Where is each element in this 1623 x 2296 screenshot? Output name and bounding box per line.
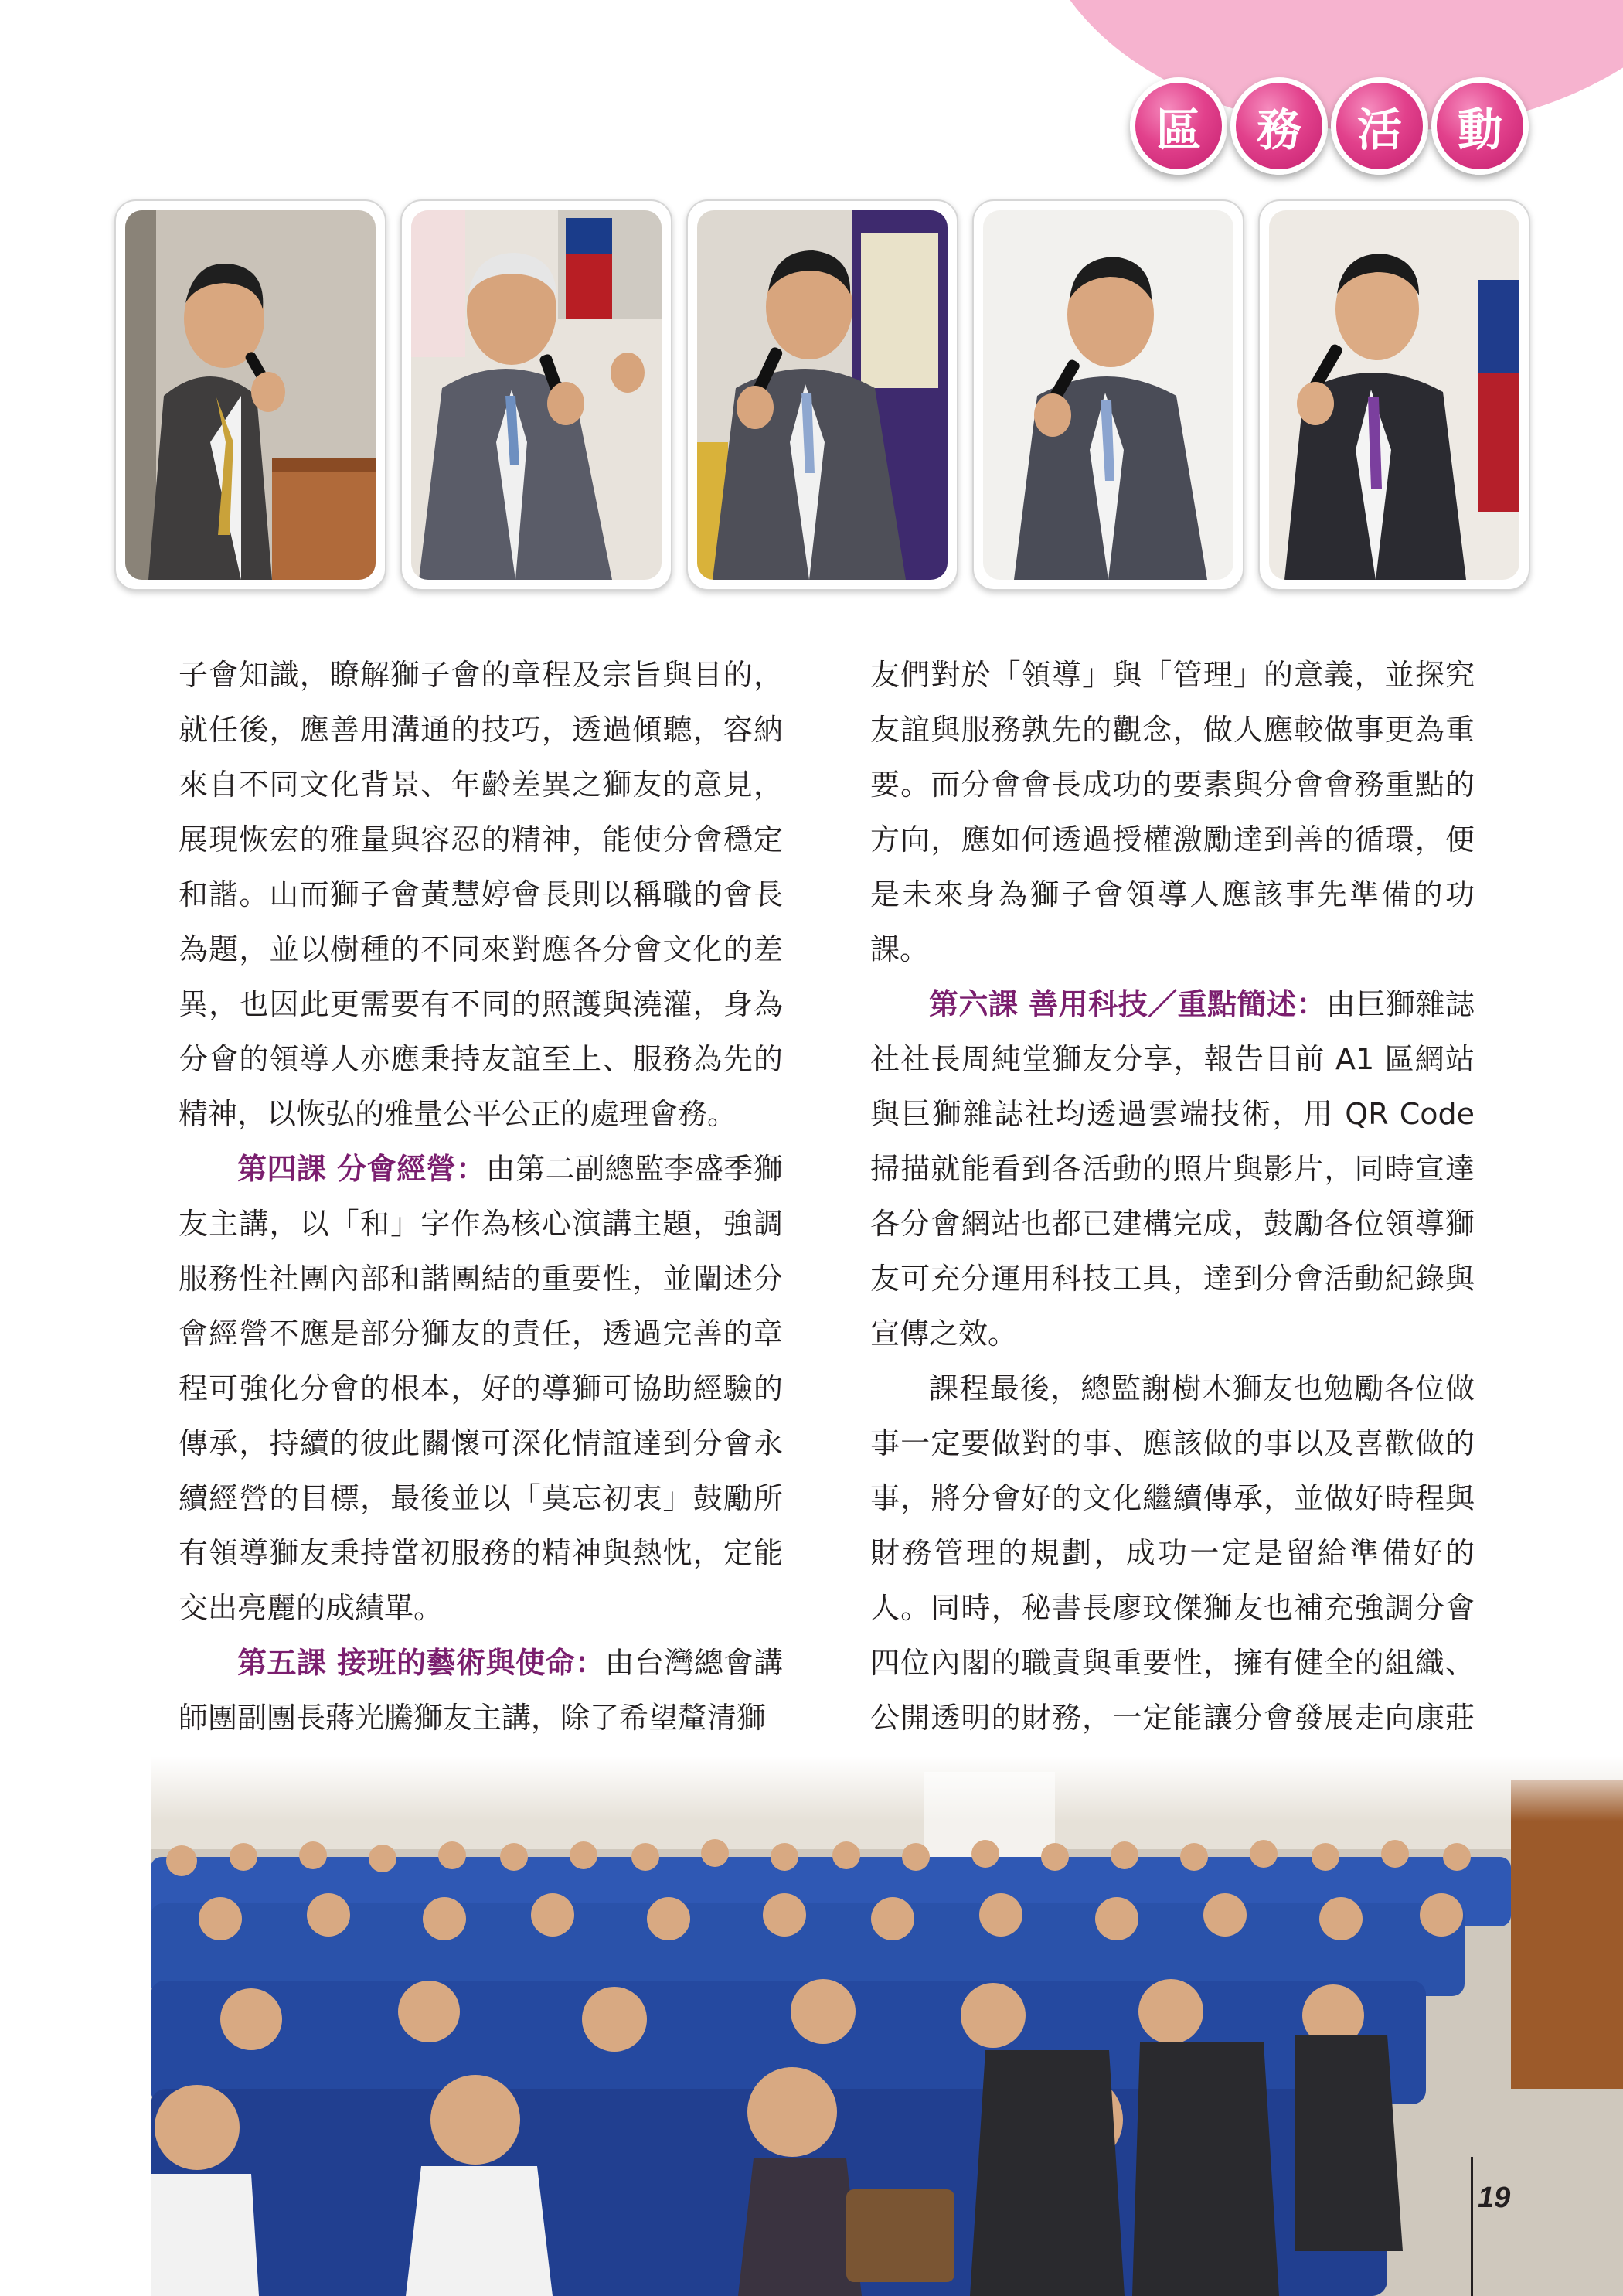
right-text-column — [870, 648, 1475, 1800]
left-text-column — [179, 648, 783, 1746]
speaker-photo-4-image — [983, 210, 1233, 580]
speaker-photo-1-image — [125, 210, 376, 580]
section-title-char-1: 區 — [1130, 77, 1227, 175]
lesson-4-body: 由第二副總監李盛季獅友主講，以「和」字作為核心演講主題，強調服務性社團內部和諧團結的重要性，並闡述分會經營不應是部分獅友的責任，透過完善的章程可強化分會的根本，好的導獅可協助經驗的傳承，持續的彼此關懷可深化情誼達到分會永續經營的目標，最後並以「莫忘初衷」鼓勵所有領導獅友秉持當初服務的精神與熱忱，定能交出亮麗的成績單。 — [179, 1152, 783, 1625]
speaker-photo-4 — [972, 199, 1244, 591]
left-paragraph-2 — [179, 1142, 783, 1636]
lesson-5-heading: 第五課 接班的藝術與使命： — [237, 1646, 605, 1680]
section-title-badges — [1130, 77, 1529, 175]
speaker-photo-2-image — [411, 210, 662, 580]
left-paragraph-3 — [179, 1636, 783, 1746]
lesson-6-heading: 第六課 善用科技／重點簡述： — [929, 987, 1327, 1021]
audience-photo — [151, 1756, 1623, 2296]
audience-photo-image — [151, 1756, 1623, 2296]
right-paragraph-2 — [870, 977, 1475, 1361]
section-title-char-4: 動 — [1431, 77, 1529, 175]
section-title-char-3: 活 — [1331, 77, 1428, 175]
right-paragraph-3: 課程最後，總監謝樹木獅友也勉勵各位做事一定要做對的事、應該做的事以及喜歡做的事，將分會好的文化繼續傳承，並做好時程與財務管理的規劃，成功一定是留給準備好的人。同時，秘書長廖玟傑獅友也補充強調分會四位內閣的職責與重要性，擁有健全的組織、公開透明的財務，一定能讓分會發展走向康莊 — [870, 1371, 1475, 1735]
speaker-photo-2 — [400, 199, 672, 591]
speaker-photo-5-image — [1269, 210, 1519, 580]
lesson-6-body: 由巨獅雜誌社社長周純堂獅友分享，報告目前 A1 區網站與巨獅雜誌社均透過雲端技術，用 QR Code 掃描就能看到各活動的照片與影片，同時宣達各分會網站也都已建構完成，鼓勵各位領導獅友可充分運用科技工具，達到分會活動紀錄與宣傳之效。 — [870, 987, 1475, 1351]
lesson-5-body: 由台灣總會講師團副團長蔣光騰獅友主講，除了希望釐清獅 — [179, 1646, 783, 1735]
right-paragraph-1: 友們對於「領導」與「管理」的意義，並探究友誼與服務孰先的觀念，做人應較做事更為重要。而分會會長成功的要素與分會會務重點的方向，應如何透過授權激勵達到善的循環，便是未來身為獅子會領導人應該事先準備的功課。 — [870, 658, 1475, 966]
lesson-4-heading: 第四課 分會經營： — [237, 1152, 486, 1186]
left-paragraph-1: 子會知識，瞭解獅子會的章程及宗旨與目的，就任後，應善用溝通的技巧，透過傾聽，容納來自不同文化背景、年齡差異之獅友的意見，展現恢宏的雅量與容忍的精神，能使分會穩定和諧。山而獅子會黃慧婷會長則以稱職的會長為題，並以樹種的不同來對應各分會文化的差異，也因此更需要有不同的照護與澆灌，身為分會的領導人亦應秉持友誼至上、服務為先的精神，以恢弘的雅量公平公正的處理會務。 — [179, 658, 783, 1131]
speaker-photo-3 — [686, 199, 958, 591]
speaker-photo-1 — [114, 199, 386, 591]
speaker-photo-5 — [1258, 199, 1530, 591]
page-number: 19 — [1478, 2182, 1511, 2214]
page-number-divider — [1471, 2157, 1473, 2296]
speaker-photo-3-image — [697, 210, 948, 580]
section-title-char-2: 務 — [1230, 77, 1328, 175]
